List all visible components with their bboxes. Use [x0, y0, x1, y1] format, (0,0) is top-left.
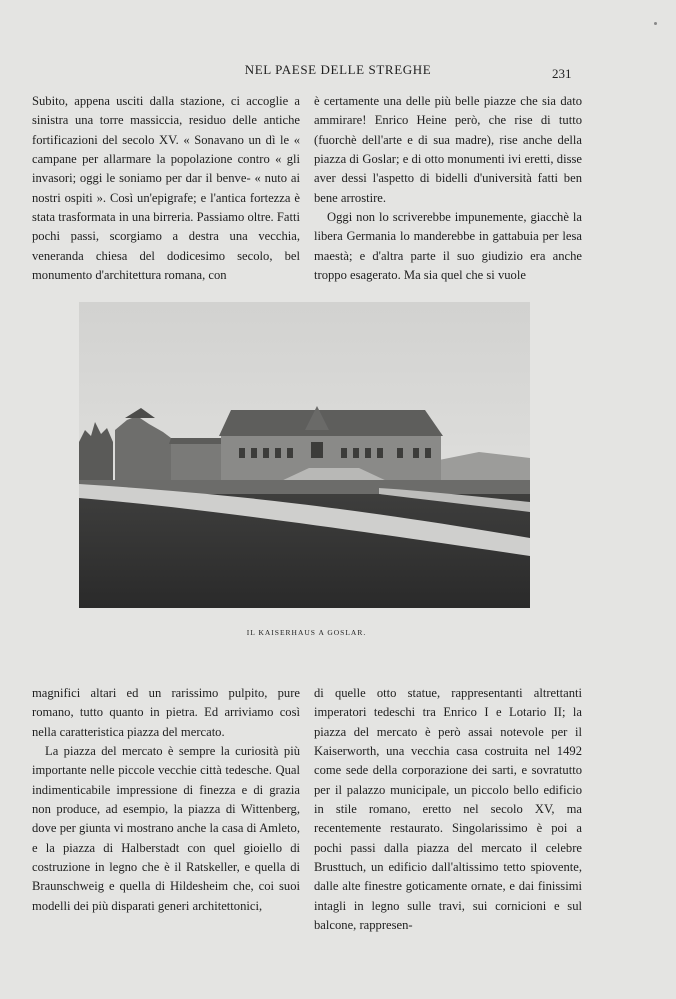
column-bottom-right — [314, 684, 582, 935]
running-title: NEL PAESE DELLE STREGHE — [244, 62, 432, 77]
column-top-right — [314, 92, 582, 285]
paragraph: di quelle otto statue, rappresentanti altrettanti imperatori tedeschi tra Enrico I e Lotario II; la piazza del mercato è però assai notevole per il Kaiserworth, una vecchia casa costruita nel 1492 come sede della corporazione dei sarti, e sovratutto per il palazzo municipale, un piccolo bello edificio in stile romano, eretto nel secolo XV, ma recentemente restaurato. Singolarissimo è poi a pochi passi dalla piazza del mercato il celebre Brusttuch, un edificio dall'altissimo tetto spiovente, dalle alte finestre goticamente ornate, e dai finissimi intagli in legno sulle travi, sui cornicioni e sul balcone, rappresen- — [314, 686, 582, 933]
wing-roof — [169, 438, 225, 444]
connecting-wing — [171, 444, 223, 480]
paragraph: è certamente una delle più belle piazze che sia dato ammirare! Enrico Heine però, che rise di tutto (fuorchè dell'arte e di sua madre), rise anche della piazza di Goslar; e di otto monumenti ivi eretti, disse aver dessi l'aspetto di bidelli d'università fatti ben bene arrostire. — [314, 94, 582, 205]
photo-illustration — [79, 302, 530, 608]
column-bottom-left — [32, 684, 300, 916]
paragraph: Subito, appena usciti dalla stazione, ci accoglie a sinistra una torre massiccia, residuo delle antiche fortificazioni del secolo XV. « Sonavano un dì le « campane per allarmare la popolazione contro « gli invasori; oggi le soniamo per dar il benve- « nuto ai nostri ospiti ». Così un'epigrafe; e l'antica fortezza è stata trasformata in una birreria. Passiamo oltre. Fatti pochi passi, scorgiamo a destra una vecchia, veneranda chiesa del dodicesimo secolo, bel monumento d'architettura romana, con — [32, 94, 300, 283]
paper-speck — [654, 22, 657, 25]
paragraph: La piazza del mercato è sempre la curiosità più importante nelle piccole vecchie città tedesche. Qual indimenticabile impressione di finezza e di grazia non produce, ad esempio, la piazza di Wittenberg, dove per giunta vi mostrano anche la casa di Amleto, e la piazza di Halberstadt con quel gioiello di costruzione in legno che è il Ratskeller, e quella di Braunschweig e quella di Hildesheim che, coi suoi modelli dei più disparati generi architettonici, — [32, 744, 300, 913]
page-number: 231 — [552, 66, 572, 81]
paragraph: magnifici altari ed un rarissimo pulpito, pure romano, tutto quanto in pietra. Ed arriviamo così nella caratteristica piazza del mercato. — [32, 686, 300, 739]
figure-caption: IL KAISERHAUS A GOSLAR. — [246, 628, 367, 637]
column-top-left — [32, 92, 300, 285]
palace-roof — [219, 410, 443, 436]
paragraph: Oggi non lo scriverebbe impunemente, giacchè la libera Germania lo manderebbe in gattabuia per lesa maestà; e d'altra parte il suo giudizio era anche troppo esagerato. Ma sia quel che si vuole — [314, 210, 582, 283]
kaiserhaus-photograph — [79, 302, 530, 608]
